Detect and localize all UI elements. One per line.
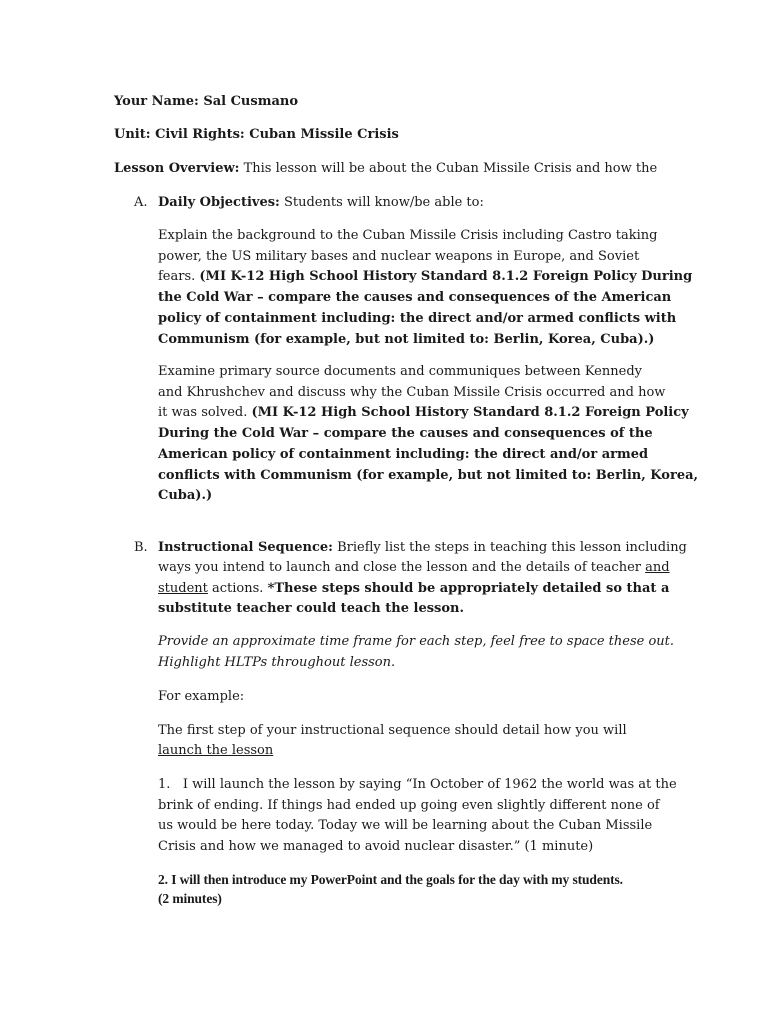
section-b-heading xyxy=(158,537,687,558)
objective-1-line xyxy=(158,266,692,287)
standard-reference-line: During the Cold War – compare the causes and consequences of the xyxy=(158,426,653,441)
launch-lesson-text: launch the lesson xyxy=(158,743,274,758)
objective-1-text: fears. xyxy=(158,269,200,284)
for-example-label: For example: xyxy=(158,689,245,704)
standard-reference-line: American policy of containment including: the direct and/or armed xyxy=(158,447,649,462)
step-2-line: 2. I will then introduce my PowerPoint and the goals for the day with my students. xyxy=(158,872,623,887)
objective-2-line: Examine primary source documents and communiques between Kennedy xyxy=(158,364,642,379)
section-b-text: ways you intend to launch and close the lesson and the details of teacher xyxy=(158,560,646,575)
objective-1-line: Explain the background to the Cuban Missile Crisis including Castro taking xyxy=(158,228,658,243)
section-a-intro: Students will know/be able to: xyxy=(283,195,484,210)
overview-label: Lesson Overview: xyxy=(114,161,240,176)
standard-reference-line: conflicts with Communism (for example, but not limited to: Berlin, Korea, xyxy=(158,468,699,483)
section-a-marker: A. xyxy=(134,195,148,210)
standard-reference: (MI K-12 High School History Standard 8.1.2 Foreign Policy xyxy=(251,405,689,420)
overview-line xyxy=(114,158,657,179)
step-1-line: us would be here today. Today we will be learning about the Cuban Missile xyxy=(158,818,653,833)
unit-value: Civil Rights: Cuban Missile Crisis xyxy=(155,127,399,142)
step-1-line: brink of ending. If things had ended up going even slightly different none of xyxy=(158,798,660,813)
section-b-line xyxy=(158,557,670,578)
section-b-title: Instructional Sequence: xyxy=(158,540,333,555)
standard-reference-line: Cuba).) xyxy=(158,488,213,503)
unit-label: Unit: xyxy=(114,127,151,142)
substitute-note: *These steps should be appropriately detailed so that a xyxy=(267,581,670,596)
objective-2-line: and Khrushchev and discuss why the Cuban Missile Crisis occurred and how xyxy=(158,385,666,400)
timeframe-note: Highlight HLTPs throughout lesson. xyxy=(158,655,396,670)
step-1-line: Crisis and how we managed to avoid nuclear disaster.” (1 minute) xyxy=(158,839,594,854)
timeframe-note: Provide an approximate time frame for each step, feel free to space these out. xyxy=(158,634,675,649)
overview-text: This lesson will be about the Cuban Missile Crisis and how the xyxy=(243,161,658,176)
standard-reference-line: the Cold War – compare the causes and consequences of the American xyxy=(158,290,672,305)
step-1-line xyxy=(158,774,677,795)
section-b-text: actions. xyxy=(207,581,268,596)
section-a-title: Daily Objectives: xyxy=(158,195,280,210)
section-a-heading xyxy=(158,192,484,213)
objective-1-line: power, the US military bases and nuclear weapons in Europe, and Soviet xyxy=(158,249,640,264)
standard-reference-line: policy of containment including: the direct and/or armed conflicts with xyxy=(158,311,677,326)
first-step-text: The first step of your instructional sequence should detail how you will xyxy=(158,723,627,738)
substitute-note-line: substitute teacher could teach the lesson. xyxy=(158,601,465,616)
underlined-text: and xyxy=(645,560,670,575)
name-label: Your Name: xyxy=(114,94,199,109)
section-b-intro: Briefly list the steps in teaching this lesson including xyxy=(332,540,687,555)
step-2-line: (2 minutes) xyxy=(158,891,222,906)
underlined-text: student xyxy=(158,581,208,596)
section-b-line xyxy=(158,578,669,599)
unit-line xyxy=(114,124,399,145)
step-1-text: I will launch the lesson by saying “In October of 1962 the world was at the xyxy=(182,777,677,792)
step-1-number: 1. xyxy=(158,777,171,792)
objective-2-text: it was solved. xyxy=(158,405,252,420)
standard-reference-line: Communism (for example, but not limited to: Berlin, Korea, Cuba).) xyxy=(158,332,655,347)
section-b-marker: B. xyxy=(134,540,148,555)
standard-reference: (MI K-12 High School History Standard 8.1.2 Foreign Policy During xyxy=(199,269,693,284)
name-line xyxy=(114,91,298,112)
name-value: Sal Cusmano xyxy=(203,94,299,109)
objective-2-line xyxy=(158,402,689,423)
